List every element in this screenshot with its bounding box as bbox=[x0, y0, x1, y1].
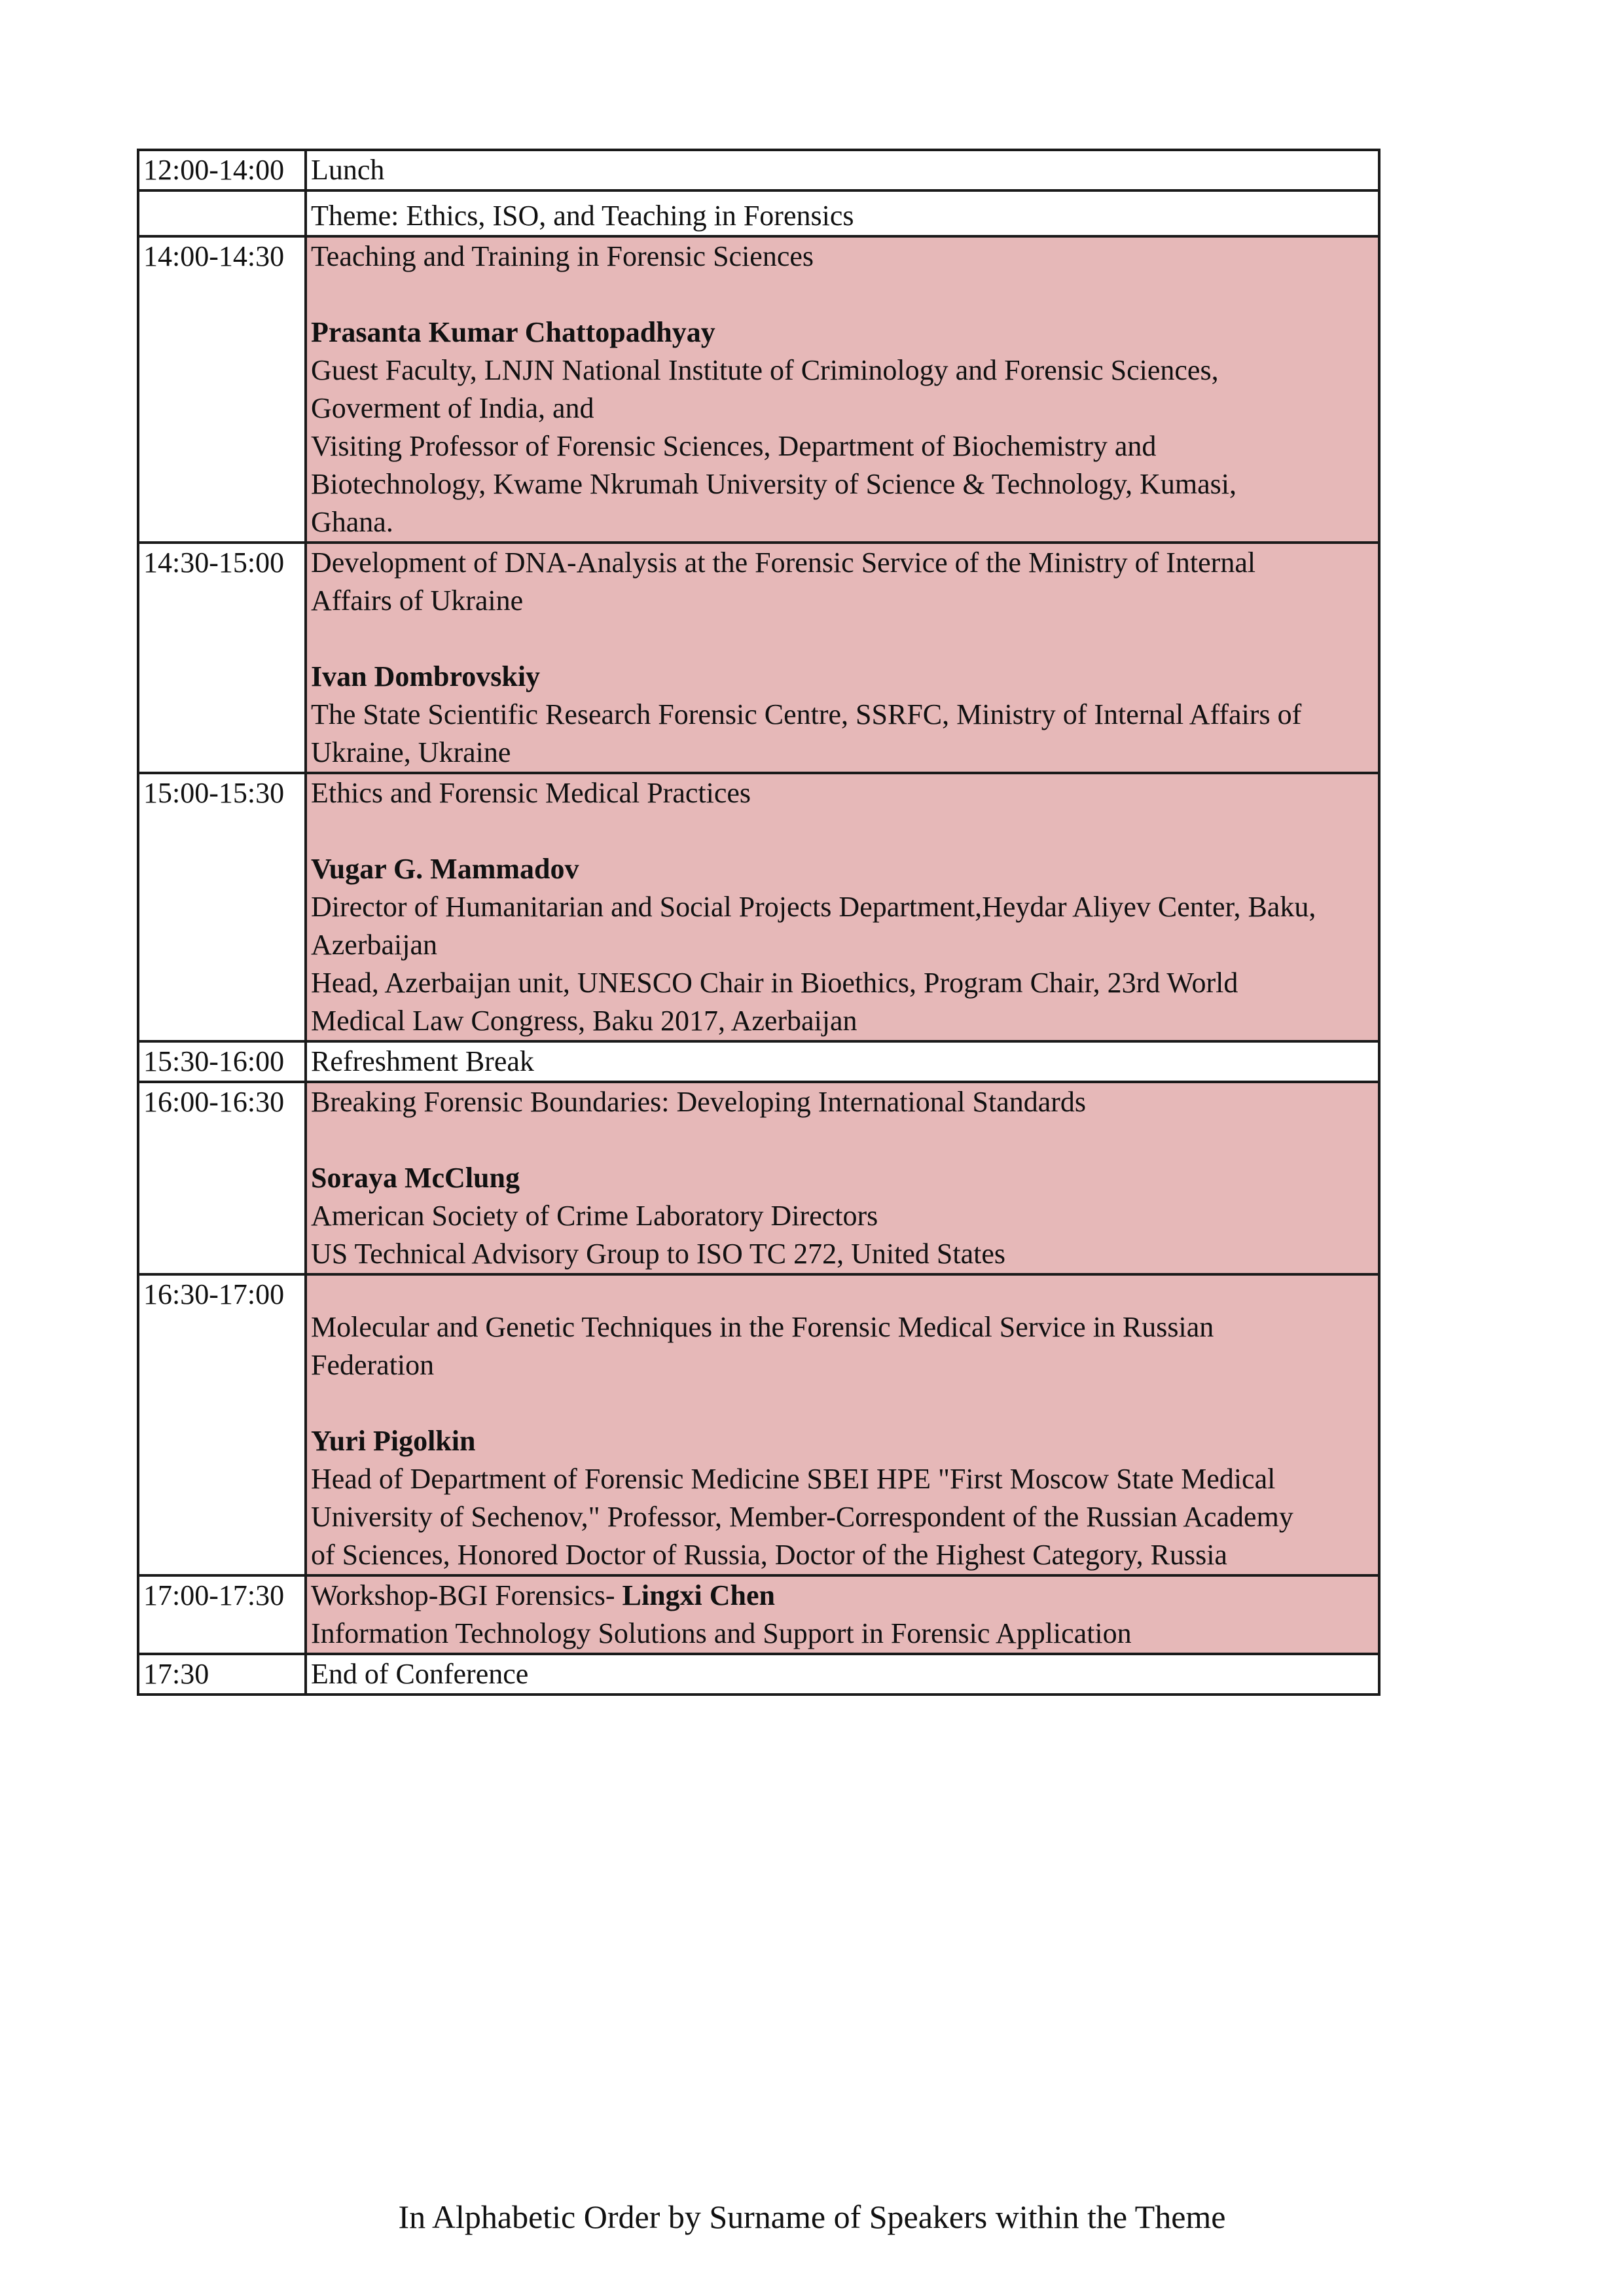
session-cell bbox=[306, 236, 1379, 543]
speaker-affiliation: University of Sechenov," Professor, Member-Correspondent of the Russian Academy bbox=[311, 1501, 1293, 1533]
table-row bbox=[138, 1082, 1379, 1274]
speaker-name: Yuri Pigolkin bbox=[311, 1425, 476, 1457]
speaker-affiliation: Goverment of India, and bbox=[311, 392, 594, 424]
session-title: End of Conference bbox=[306, 1654, 1379, 1695]
workshop-title: Workshop-BGI Forensics- bbox=[311, 1579, 623, 1611]
workshop-subtitle: Information Technology Solutions and Support in Forensic Application bbox=[311, 1617, 1132, 1649]
footer-note: In Alphabetic Order by Surname of Speakers within the Theme bbox=[398, 2198, 1226, 2235]
spacer bbox=[311, 1384, 1374, 1422]
session-title-continued: Federation bbox=[311, 1349, 435, 1381]
workshop-line bbox=[311, 1577, 1374, 1615]
session-title: Lunch bbox=[306, 150, 1379, 190]
table-row bbox=[138, 1041, 1379, 1082]
speaker-name: Soraya McClung bbox=[311, 1162, 520, 1194]
time-cell: 16:30-17:00 bbox=[138, 1274, 306, 1575]
speaker-name: Ivan Dombrovskiy bbox=[311, 660, 541, 692]
time-cell bbox=[138, 190, 306, 236]
speaker-affiliation: Head, Azerbaijan unit, UNESCO Chair in Bioethics, Program Chair, 23rd World bbox=[311, 967, 1238, 999]
speaker-affiliation: The State Scientific Research Forensic Centre, SSRFC, Ministry of Internal Affairs of bbox=[311, 698, 1302, 730]
time-cell: 16:00-16:30 bbox=[138, 1082, 306, 1274]
spacer bbox=[311, 276, 1374, 314]
table-row bbox=[138, 236, 1379, 543]
table-row bbox=[138, 150, 1379, 190]
spacer bbox=[311, 812, 1374, 850]
spacer bbox=[311, 620, 1374, 658]
table-row bbox=[138, 190, 1379, 236]
session-title: Breaking Forensic Boundaries: Developing International Standards bbox=[311, 1086, 1087, 1118]
session-cell bbox=[306, 1274, 1379, 1575]
speaker-affiliation: Visiting Professor of Forensic Sciences, Department of Biochemistry and bbox=[311, 430, 1157, 462]
speaker-affiliation: Biotechnology, Kwame Nkrumah University of Science & Technology, Kumasi, bbox=[311, 468, 1236, 500]
speaker-name: Prasanta Kumar Chattopadhyay bbox=[311, 316, 715, 348]
speaker-name: Lingxi Chen bbox=[622, 1579, 776, 1611]
table-row bbox=[138, 1575, 1379, 1654]
speaker-affiliation: Ukraine, Ukraine bbox=[311, 736, 511, 768]
time-cell: 17:30 bbox=[138, 1654, 306, 1695]
session-cell bbox=[306, 773, 1379, 1041]
session-title: Molecular and Genetic Techniques in the Forensic Medical Service in Russian bbox=[311, 1311, 1214, 1343]
time-cell: 15:00-15:30 bbox=[138, 773, 306, 1041]
speaker-affiliation: American Society of Crime Laboratory Directors bbox=[311, 1200, 878, 1232]
speaker-affiliation: Medical Law Congress, Baku 2017, Azerbaijan bbox=[311, 1005, 857, 1037]
session-cell bbox=[306, 1082, 1379, 1274]
session-cell bbox=[306, 1575, 1379, 1654]
schedule-table bbox=[137, 149, 1380, 1696]
table-row bbox=[138, 543, 1379, 773]
session-title-continued: Affairs of Ukraine bbox=[311, 584, 524, 617]
speaker-affiliation: Director of Humanitarian and Social Projects Department,Heydar Aliyev Center, Baku, bbox=[311, 891, 1316, 923]
session-title: Teaching and Training in Forensic Sciences bbox=[311, 240, 814, 272]
speaker-affiliation: of Sciences, Honored Doctor of Russia, Doctor of the Highest Category, Russia bbox=[311, 1539, 1227, 1571]
speaker-affiliation: Guest Faculty, LNJN National Institute of Criminology and Forensic Sciences, bbox=[311, 354, 1219, 386]
table-row bbox=[138, 773, 1379, 1041]
table-row bbox=[138, 1654, 1379, 1695]
speaker-affiliation: Ghana. bbox=[311, 506, 393, 538]
theme-heading: Theme: Ethics, ISO, and Teaching in Forensics bbox=[306, 190, 1379, 236]
table-row bbox=[138, 1274, 1379, 1575]
time-cell: 14:00-14:30 bbox=[138, 236, 306, 543]
session-title: Development of DNA-Analysis at the Forensic Service of the Ministry of Internal bbox=[311, 547, 1256, 579]
time-cell: 14:30-15:00 bbox=[138, 543, 306, 773]
session-title: Refreshment Break bbox=[306, 1041, 1379, 1082]
time-cell: 15:30-16:00 bbox=[138, 1041, 306, 1082]
time-cell: 17:00-17:30 bbox=[138, 1575, 306, 1654]
speaker-name: Vugar G. Mammadov bbox=[311, 853, 579, 885]
session-title: Ethics and Forensic Medical Practices bbox=[311, 777, 751, 809]
speaker-affiliation: US Technical Advisory Group to ISO TC 272, United States bbox=[311, 1238, 1006, 1270]
speaker-affiliation: Head of Department of Forensic Medicine SBEI HPE "First Moscow State Medical bbox=[311, 1463, 1276, 1495]
spacer bbox=[311, 1121, 1374, 1159]
speaker-affiliation: Azerbaijan bbox=[311, 929, 437, 961]
session-cell bbox=[306, 543, 1379, 773]
time-cell: 12:00-14:00 bbox=[138, 150, 306, 190]
